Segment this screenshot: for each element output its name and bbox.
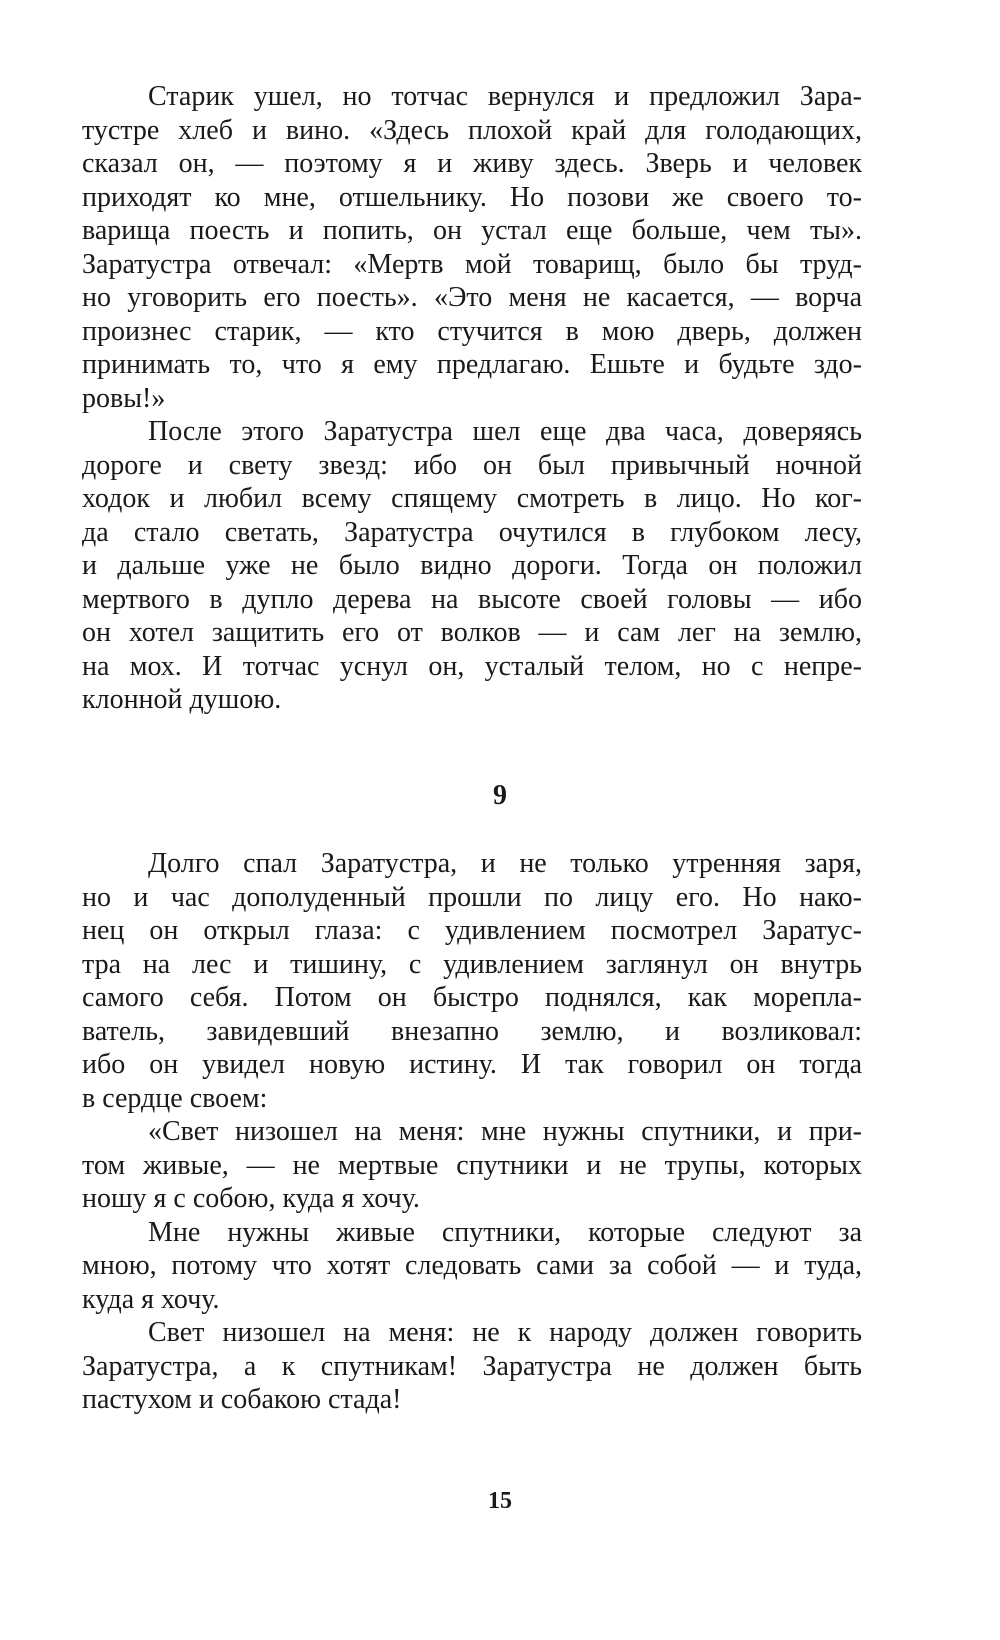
text-line: куда я хочу. bbox=[82, 1283, 220, 1315]
text-line: да стало светать, Заратустра очутился в глубоком лесу, bbox=[82, 516, 862, 548]
text-line: ватель, завидевший внезапно землю, и возликовал: bbox=[82, 1015, 862, 1047]
text-line: самого себя. Потом он быстро поднялся, как морепла- bbox=[82, 982, 862, 1013]
text-line: но уговорить его поесть». «Это меня не касается, — ворча bbox=[82, 282, 862, 313]
paragraph bbox=[82, 1115, 862, 1216]
text-block-bottom bbox=[82, 847, 862, 1417]
text-line: тра на лес и тишину, с удивлением заглянул он внутрь bbox=[82, 948, 862, 980]
paragraph bbox=[82, 1216, 862, 1317]
paragraph bbox=[82, 847, 862, 1115]
text-line: в сердце своем: bbox=[82, 1082, 268, 1114]
text-line: том живые, — не мертвые спутники и не трупы, которых bbox=[82, 1149, 862, 1181]
paragraph bbox=[82, 415, 862, 717]
text-block-top bbox=[82, 80, 862, 717]
text-line: дороге и свету звезд: ибо он был привычный ночной bbox=[82, 449, 862, 481]
text-line: пастухом и собакою стада! bbox=[82, 1384, 402, 1415]
text-line: ходок и любил всему спящему смотреть в лицо. Но ког- bbox=[82, 483, 862, 514]
text-line: принимать то, что я ему предлагаю. Ешьте и будьте здо- bbox=[82, 349, 862, 380]
text-line: Мне нужны живые спутники, которые следуют за bbox=[148, 1216, 862, 1248]
text-line: сказал он, — поэтому я и живу здесь. Зверь и человек bbox=[82, 148, 862, 179]
text-line: клонной душою. bbox=[82, 684, 282, 715]
text-line: Заратустра, а к спутникам! Заратустра не должен быть bbox=[82, 1350, 862, 1382]
text-line: тустре хлеб и вино. «Здесь плохой край для голодающих, bbox=[82, 114, 862, 146]
text-line: но и час дополуденный прошли по лицу его. Но нако- bbox=[82, 881, 862, 913]
text-line: Долго спал Заратустра, и не только утренняя заря, bbox=[148, 848, 862, 879]
text-line: Старик ушел, но тотчас вернулся и предложил Зара- bbox=[148, 81, 862, 112]
text-line: ибо он увидел новую истину. И так говорил он тогда bbox=[82, 1049, 862, 1080]
text-line: мною, потому что хотят следовать сами за собой — и туда, bbox=[82, 1250, 862, 1281]
text-line: ношу я с собою, куда я хочу. bbox=[82, 1183, 420, 1214]
text-line: Свет низошел на меня: не к народу должен говорить bbox=[148, 1317, 862, 1348]
text-line: он хотел защитить его от волков — и сам лег на землю, bbox=[82, 617, 862, 648]
chapter-heading: 9 bbox=[493, 780, 507, 811]
text-line: варища поесть и попить, он устал еще больше, чем ты». bbox=[82, 215, 862, 246]
text-line: мертвого в дупло дерева на высоте своей головы — ибо bbox=[82, 583, 862, 615]
paragraph bbox=[82, 1316, 862, 1417]
paragraph bbox=[82, 80, 862, 415]
text-line: приходят ко мне, отшельнику. Но позови же своего то- bbox=[82, 181, 862, 213]
text-line: и дальше уже не было видно дороги. Тогда он положил bbox=[82, 550, 862, 581]
text-line: Заратустра отвечал: «Мертв мой товарищ, было бы труд- bbox=[82, 248, 862, 280]
text-line: произнес старик, — кто стучится в мою дверь, должен bbox=[82, 315, 862, 347]
text-line: на мох. И тотчас уснул он, усталый телом, но с непре- bbox=[82, 650, 862, 682]
text-line: нец он открыл глаза: с удивлением посмотрел Заратус- bbox=[82, 915, 862, 946]
text-line: ровы!» bbox=[82, 382, 166, 414]
text-line: После этого Заратустра шел еще два часа, доверяясь bbox=[148, 416, 862, 447]
page-number: 15 bbox=[488, 1488, 512, 1514]
text-line: «Свет низошел на меня: мне нужны спутники, и при- bbox=[148, 1116, 862, 1147]
